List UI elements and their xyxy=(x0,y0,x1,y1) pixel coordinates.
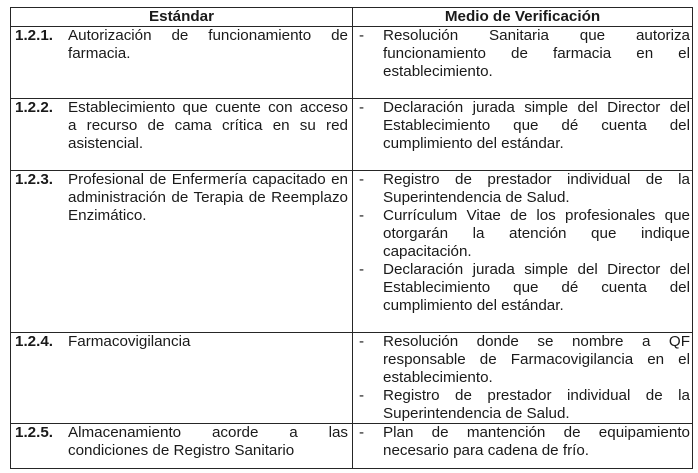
standard-text: Autorización de funcionamiento de farmacia. xyxy=(68,27,348,62)
standard-cell xyxy=(11,99,353,171)
standard-number: 1.2.1. xyxy=(15,27,53,44)
verification-list xyxy=(353,99,692,153)
bullet-dash: - xyxy=(359,99,365,116)
verification-cell xyxy=(353,333,693,424)
bullet-dash: - xyxy=(359,171,365,188)
bullet-dash: - xyxy=(359,387,365,404)
verification-list xyxy=(353,171,692,315)
verification-text: Currículum Vitae de los profesionales que otorgarán la atención que indique capacitación. xyxy=(383,207,690,260)
verification-cell xyxy=(353,171,693,333)
bullet-dash: - xyxy=(359,424,365,441)
standard-cell xyxy=(11,171,353,333)
standard-text: Profesional de Enfermería capacitado en administración de Terapia de Reemplazo Enzimático. xyxy=(68,171,348,224)
standard-number: 1.2.3. xyxy=(15,171,53,188)
verification-cell xyxy=(353,424,693,469)
verification-item xyxy=(353,261,692,315)
bullet-dash: - xyxy=(359,27,365,44)
verification-text: Plan de mantención de equipamiento necesario para cadena de frío. xyxy=(383,424,690,459)
table-body xyxy=(11,27,693,469)
standard-text: Establecimiento que cuente con acceso a recurso de cama crítica en su red asistencial. xyxy=(68,99,348,152)
verification-item xyxy=(353,333,692,387)
standard-number: 1.2.4. xyxy=(15,333,53,350)
standard-cell xyxy=(11,27,353,99)
bullet-dash: - xyxy=(359,207,365,224)
standard-cell xyxy=(11,424,353,469)
verification-text: Resolución donde se nombre a QF responsable de Farmacovigilancia en el establecimiento. xyxy=(383,333,690,386)
verification-item xyxy=(353,27,692,81)
standard-cell xyxy=(11,333,353,424)
verification-item xyxy=(353,424,692,460)
standard-text: Almacenamiento acorde a las condiciones de Registro Sanitario xyxy=(68,424,348,459)
standards-table xyxy=(10,7,693,469)
verification-cell xyxy=(353,27,693,99)
table-row xyxy=(11,171,693,333)
table-row xyxy=(11,424,693,469)
verification-list xyxy=(353,424,692,460)
verification-list xyxy=(353,27,692,81)
header-verification: Medio de Verificación xyxy=(353,8,693,27)
header-row xyxy=(11,8,693,27)
bullet-dash: - xyxy=(359,333,365,350)
verification-text: Declaración jurada simple del Director del Establecimiento que dé cuenta del cumplimiento del estándar. xyxy=(383,261,690,314)
verification-text: Registro de prestador individual de la Superintendencia de Salud. xyxy=(383,387,690,422)
standard-number: 1.2.2. xyxy=(15,99,53,116)
verification-list xyxy=(353,333,692,423)
verification-item xyxy=(353,387,692,423)
verification-item xyxy=(353,207,692,261)
standard-text: Farmacovigilancia xyxy=(68,333,191,350)
bullet-dash: - xyxy=(359,261,365,278)
table-row xyxy=(11,99,693,171)
verification-text: Declaración jurada simple del Director del Establecimiento que dé cuenta del cumplimiento del estándar. xyxy=(383,99,690,152)
verification-cell xyxy=(353,99,693,171)
table-row xyxy=(11,333,693,424)
verification-text: Resolución Sanitaria que autoriza funcionamiento de farmacia en el establecimiento. xyxy=(383,27,690,80)
verification-item xyxy=(353,171,692,207)
table-row xyxy=(11,27,693,99)
header-standard: Estándar xyxy=(11,8,353,27)
verification-item xyxy=(353,99,692,153)
verification-text: Registro de prestador individual de la Superintendencia de Salud. xyxy=(383,171,690,206)
standard-number: 1.2.5. xyxy=(15,424,53,441)
